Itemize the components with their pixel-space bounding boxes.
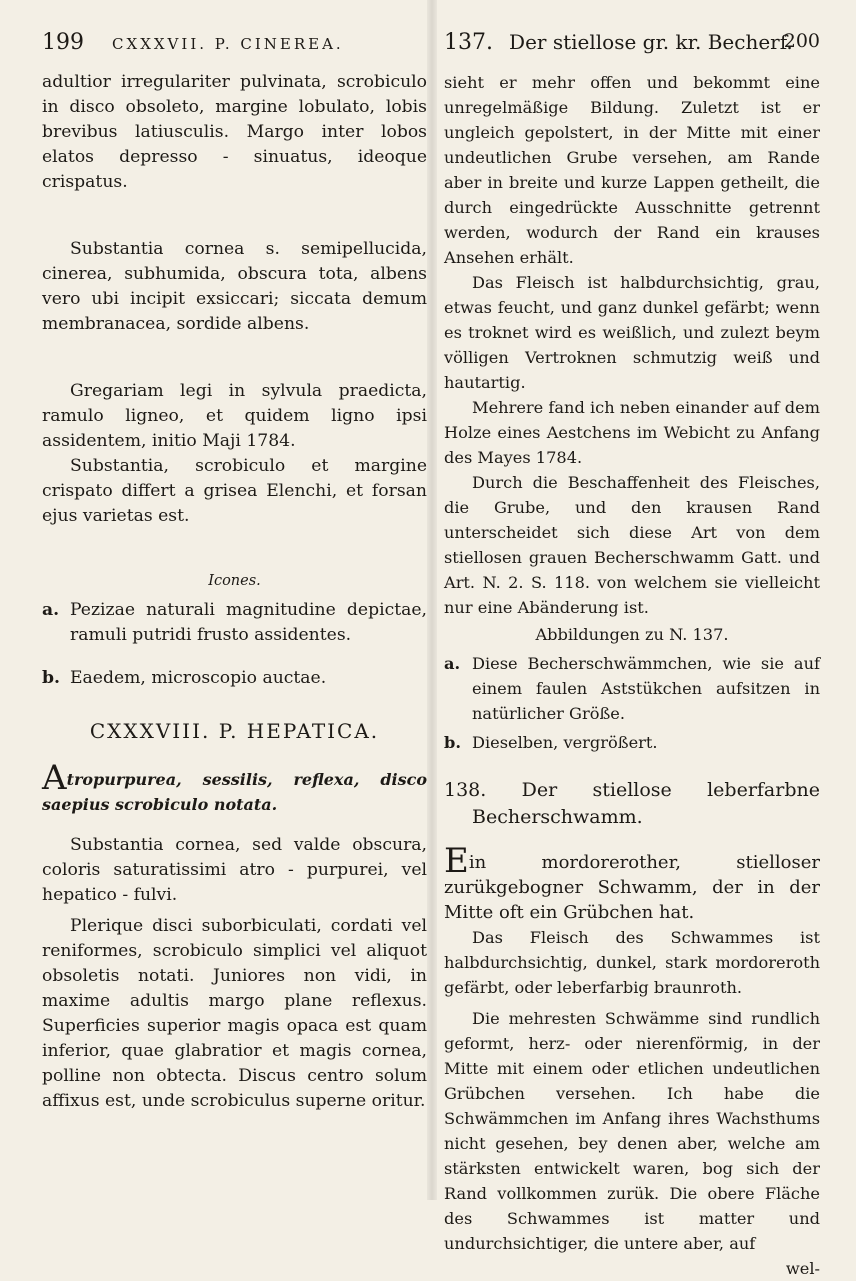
right-body <box>444 70 820 1281</box>
right-figure-a <box>444 651 820 726</box>
left-figure-b <box>42 666 427 691</box>
right-figure-a-label: a. <box>444 654 461 673</box>
right-running-number: 137. <box>444 30 493 55</box>
left-section-title: CXXXVIII. P. HEPATICA. <box>89 719 380 743</box>
left-figure-a-label: a. <box>42 600 60 620</box>
right-diagnosis <box>444 841 820 925</box>
abbildungen-heading: Abbildungen zu N. 137. <box>535 625 729 644</box>
left-page-number: 199 <box>42 30 84 55</box>
right-figure-b-text: Dieselben, vergrößert. <box>472 733 658 752</box>
left-diagnosis-text: tropurpurea, sessilis, reflexa, disco saepius scrobiculo notata. <box>42 770 427 814</box>
right-catchword: wel- <box>785 1259 820 1278</box>
left-figure-b-label: b. <box>42 668 61 688</box>
right-page-number: 200 <box>783 30 820 52</box>
left-para-2: Substantia cornea s. semipellucida, cinerea, subhumida, obscura tota, albens vero ubi incipit exsiccari; siccata demum membranacea, sordide albens. <box>42 239 427 334</box>
left-figure-b-text: Eaedem, microscopio auctae. <box>70 668 327 688</box>
left-figure-a <box>42 598 427 648</box>
right-figure-b <box>444 730 820 755</box>
left-para-6: Plerique disci suborbiculati, cordati vel reniformes, scrobiculo simplici vel aliquot obsoletis notati. Juniores non vidi, in maxime adultis margo plane reflexus. Superficies superior magis opaca est quam inferior, quae glabratior et magis cornea, polline non obtecta. Discus centro solum affixus est, unde scrobiculus superne oritur. <box>42 916 427 1111</box>
left-figure-a-text: Pezizae naturali magnitudine depictae, ramuli putridi frusto assidentes. <box>70 600 427 645</box>
left-para-5: Substantia cornea, sed valde obscura, coloris saturatissimi atro - purpurei, vel hepatico - fulvi. <box>42 835 427 905</box>
left-para-4: Substantia, scrobiculo et margine crispato differt a grisea Elenchi, et forsan ejus varietas est. <box>42 456 427 526</box>
right-diagnosis-initial: E <box>444 841 469 881</box>
right-para-3: Mehrere fand ich neben einander auf dem Holze eines Aestchens im Webicht zu Anfang des Mayes 1784. <box>444 398 820 467</box>
left-diagnosis-initial: A <box>42 758 67 798</box>
icones-heading: Icones. <box>208 573 261 589</box>
right-diagnosis-text: in mordorerother, stielloser zurükgebogner Schwamm, der in der Mitte oft ein Grübchen hat. <box>444 852 820 923</box>
right-para-1: sieht er mehr offen und bekommt eine unregelmäßige Bildung. Zuletzt ist er ungleich gepolstert, in der Mitte mit einer undeutlichen Grube versehen, am Rande aber in breite und kurze Lappen getheilt, die durch eingedrückte Ausschnitte getrennt werden, wodurch der Rand ein krauses Ansehen erhält. <box>444 73 820 267</box>
right-section-title: 138. Der stiellose leberfarbne Becherschwamm. <box>444 779 820 828</box>
right-figure-b-label: b. <box>444 733 461 752</box>
left-para-3: Gregariam legi in sylvula praedicta, ramulo ligneo, et quidem ligno ipsi assidentem, initio Maji 1784. <box>42 381 427 451</box>
left-diagnosis <box>42 758 427 817</box>
right-para-6: Die mehresten Schwämme sind rundlich geformt, herz- oder nierenförmig, in der Mitte mit einem oder etlichen undeutlichen Grübchen versehen. Ich habe die Schwämmchen im Anfang ihres Wachsthums nicht gesehen, bey denen aber, welche am stärksten entwickelt waren, bog sich der Rand vollkommen zurük. Die obere Fläche des Schwammes ist matter und undurchsichtiger, die untere aber, auf <box>444 1009 820 1253</box>
right-running-title: Der stiellose gr. kr. Becherf. <box>509 30 793 54</box>
page-gutter <box>427 0 437 1200</box>
left-running-title: CXXXVII. P. CINEREA. <box>112 35 344 53</box>
right-running-head <box>444 30 820 55</box>
left-running-head <box>42 30 427 55</box>
right-figure-a-text: Diese Becherschwämmchen, wie sie auf einem faulen Aststükchen aufsitzen in natürlicher Größe. <box>472 654 820 723</box>
right-para-5: Das Fleisch des Schwammes ist halbdurchsichtig, dunkel, stark mordoreroth gefärbt, oder leberfarbig braunroth. <box>444 928 820 997</box>
left-body <box>42 70 427 1114</box>
right-para-2: Das Fleisch ist halbdurchsichtig, grau, etwas feucht, und ganz dunkel gefärbt; wenn es troknet wird es weißlich, und zulezt beym völligen Vertroknen schmutzig weiß und hautartig. <box>444 273 820 392</box>
right-para-4: Durch die Beschaffenheit des Fleisches, die Grube, und den krausen Rand unterscheidet sich diese Art von dem stiellosen grauen Becherschwamm Gatt. und Art. N. 2. S. 118. von welchem sie vielleicht nur eine Abänderung ist. <box>444 473 820 617</box>
left-para-1: adultior irregulariter pulvinata, scrobiculo in disco obsoleto, margine lobulato, lobis brevibus latiusculis. Margo inter lobos elatos depresso - sinuatus, ideoque crispatus. <box>42 72 427 192</box>
